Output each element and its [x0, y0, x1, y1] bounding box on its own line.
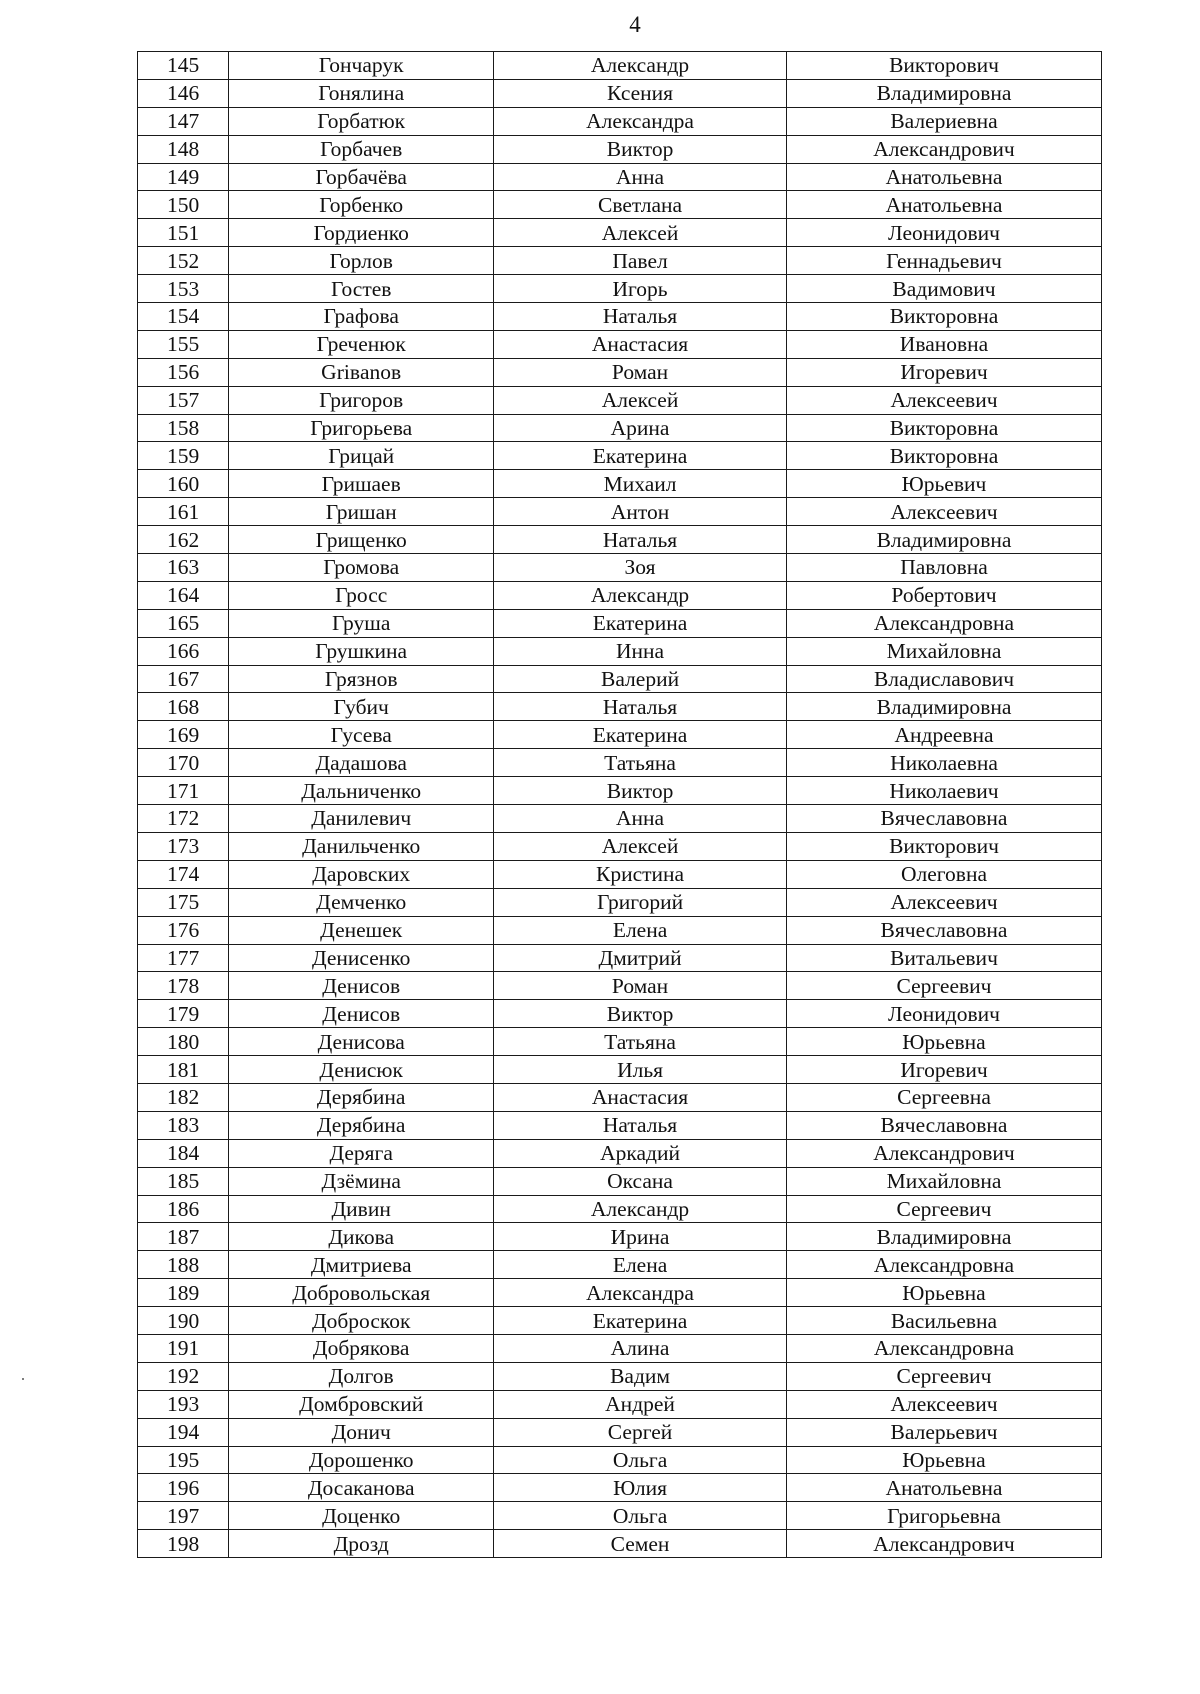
first-name-cell: Оксана — [494, 1167, 787, 1195]
row-number-cell: 152 — [138, 247, 229, 275]
table-row — [138, 1139, 1102, 1167]
first-name-cell: Наталья — [494, 526, 787, 554]
patronymic-cell: Алексеевич — [787, 386, 1102, 414]
patronymic-cell: Юрьевна — [787, 1028, 1102, 1056]
last-name-cell: Гришан — [229, 498, 494, 526]
patronymic-cell: Викторович — [787, 52, 1102, 80]
last-name-cell: Дзёмина — [229, 1167, 494, 1195]
first-name-cell: Ольга — [494, 1502, 787, 1530]
patronymic-cell: Алексеевич — [787, 888, 1102, 916]
first-name-cell: Михаил — [494, 470, 787, 498]
last-name-cell: Грицай — [229, 442, 494, 470]
last-name-cell: Гордиенко — [229, 219, 494, 247]
table-row — [138, 247, 1102, 275]
first-name-cell: Инна — [494, 637, 787, 665]
first-name-cell: Виктор — [494, 777, 787, 805]
table-row — [138, 79, 1102, 107]
last-name-cell: Громова — [229, 554, 494, 582]
last-name-cell: Денисова — [229, 1028, 494, 1056]
patronymic-cell: Анатольевна — [787, 191, 1102, 219]
row-number-cell: 180 — [138, 1028, 229, 1056]
last-name-cell: Данилевич — [229, 805, 494, 833]
first-name-cell: Елена — [494, 916, 787, 944]
last-name-cell: Гросс — [229, 581, 494, 609]
table-row — [138, 609, 1102, 637]
row-number-cell: 174 — [138, 860, 229, 888]
patronymic-cell: Леонидович — [787, 219, 1102, 247]
table-row — [138, 554, 1102, 582]
table-row — [138, 414, 1102, 442]
row-number-cell: 196 — [138, 1474, 229, 1502]
first-name-cell: Павел — [494, 247, 787, 275]
first-name-cell: Виктор — [494, 135, 787, 163]
row-number-cell: 147 — [138, 107, 229, 135]
first-name-cell: Семен — [494, 1530, 787, 1558]
last-name-cell: Дрозд — [229, 1530, 494, 1558]
table-row — [138, 1502, 1102, 1530]
table-row — [138, 916, 1102, 944]
patronymic-cell: Григорьевна — [787, 1502, 1102, 1530]
table-row — [138, 944, 1102, 972]
first-name-cell: Вадим — [494, 1362, 787, 1390]
row-number-cell: 166 — [138, 637, 229, 665]
row-number-cell: 168 — [138, 693, 229, 721]
patronymic-cell: Анатольевна — [787, 1474, 1102, 1502]
table-row — [138, 135, 1102, 163]
row-number-cell: 165 — [138, 609, 229, 637]
patronymic-cell: Александровна — [787, 1334, 1102, 1362]
row-number-cell: 191 — [138, 1334, 229, 1362]
table-row — [138, 1111, 1102, 1139]
last-name-cell: Гончарук — [229, 52, 494, 80]
first-name-cell: Сергей — [494, 1418, 787, 1446]
patronymic-cell: Игоревич — [787, 358, 1102, 386]
patronymic-cell: Михайловна — [787, 637, 1102, 665]
last-name-cell: Доброскок — [229, 1307, 494, 1335]
patronymic-cell: Юрьевич — [787, 470, 1102, 498]
patronymic-cell: Вадимович — [787, 275, 1102, 303]
patronymic-cell: Викторович — [787, 832, 1102, 860]
last-name-cell: Горлов — [229, 247, 494, 275]
row-number-cell: 176 — [138, 916, 229, 944]
table-row — [138, 581, 1102, 609]
table-row — [138, 1446, 1102, 1474]
table-row — [138, 163, 1102, 191]
patronymic-cell: Александровна — [787, 1251, 1102, 1279]
table-row — [138, 860, 1102, 888]
first-name-cell: Аркадий — [494, 1139, 787, 1167]
table-row — [138, 637, 1102, 665]
row-number-cell: 189 — [138, 1279, 229, 1307]
row-number-cell: 169 — [138, 721, 229, 749]
row-number-cell: 171 — [138, 777, 229, 805]
table-row — [138, 358, 1102, 386]
row-number-cell: 182 — [138, 1083, 229, 1111]
last-name-cell: Дмитриева — [229, 1251, 494, 1279]
row-number-cell: 153 — [138, 275, 229, 303]
row-number-cell: 159 — [138, 442, 229, 470]
patronymic-cell: Александровна — [787, 609, 1102, 637]
last-name-cell: Григорьева — [229, 414, 494, 442]
first-name-cell: Анна — [494, 805, 787, 833]
patronymic-cell: Юрьевна — [787, 1446, 1102, 1474]
first-name-cell: Илья — [494, 1056, 787, 1084]
table-row — [138, 219, 1102, 247]
last-name-cell: Гонялина — [229, 79, 494, 107]
first-name-cell: Алексей — [494, 386, 787, 414]
last-name-cell: Гостев — [229, 275, 494, 303]
last-name-cell: Доценко — [229, 1502, 494, 1530]
table-row — [138, 1251, 1102, 1279]
last-name-cell: Дерябина — [229, 1083, 494, 1111]
table-row — [138, 1028, 1102, 1056]
patronymic-cell: Сергеевна — [787, 1083, 1102, 1111]
table-row — [138, 275, 1102, 303]
last-name-cell: Григоров — [229, 386, 494, 414]
first-name-cell: Юлия — [494, 1474, 787, 1502]
patronymic-cell: Леонидович — [787, 1000, 1102, 1028]
patronymic-cell: Павловна — [787, 554, 1102, 582]
patronymic-cell: Олеговна — [787, 860, 1102, 888]
patronymic-cell: Викторовна — [787, 442, 1102, 470]
last-name-cell: Дикова — [229, 1223, 494, 1251]
patronymic-cell: Валериевна — [787, 107, 1102, 135]
last-name-cell: Греченюк — [229, 330, 494, 358]
last-name-cell: Деряга — [229, 1139, 494, 1167]
row-number-cell: 178 — [138, 972, 229, 1000]
table-row — [138, 191, 1102, 219]
first-name-cell: Кристина — [494, 860, 787, 888]
patronymic-cell: Николаевна — [787, 749, 1102, 777]
last-name-cell: Дорошенко — [229, 1446, 494, 1474]
last-name-cell: Добровольская — [229, 1279, 494, 1307]
table-row — [138, 665, 1102, 693]
last-name-cell: Дальниченко — [229, 777, 494, 805]
table-row — [138, 107, 1102, 135]
last-name-cell: Долгов — [229, 1362, 494, 1390]
last-name-cell: Домбровский — [229, 1390, 494, 1418]
last-name-cell: Грушкина — [229, 637, 494, 665]
first-name-cell: Александра — [494, 1279, 787, 1307]
row-number-cell: 149 — [138, 163, 229, 191]
patronymic-cell: Владимировна — [787, 79, 1102, 107]
row-number-cell: 157 — [138, 386, 229, 414]
first-name-cell: Валерий — [494, 665, 787, 693]
last-name-cell: Гусева — [229, 721, 494, 749]
patronymic-cell: Алексеевич — [787, 1390, 1102, 1418]
table-row — [138, 498, 1102, 526]
row-number-cell: 187 — [138, 1223, 229, 1251]
last-name-cell: Денисов — [229, 972, 494, 1000]
first-name-cell: Екатерина — [494, 442, 787, 470]
patronymic-cell: Александрович — [787, 1530, 1102, 1558]
last-name-cell: Даровских — [229, 860, 494, 888]
last-name-cell: Грязнов — [229, 665, 494, 693]
first-name-cell: Виктор — [494, 1000, 787, 1028]
row-number-cell: 155 — [138, 330, 229, 358]
patronymic-cell: Васильевна — [787, 1307, 1102, 1335]
last-name-cell: Горбачёва — [229, 163, 494, 191]
table-row — [138, 470, 1102, 498]
table-row — [138, 330, 1102, 358]
row-number-cell: 188 — [138, 1251, 229, 1279]
table-row — [138, 1390, 1102, 1418]
row-number-cell: 198 — [138, 1530, 229, 1558]
patronymic-cell: Александрович — [787, 135, 1102, 163]
table-row — [138, 1307, 1102, 1335]
first-name-cell: Екатерина — [494, 609, 787, 637]
last-name-cell: Донич — [229, 1418, 494, 1446]
table-row — [138, 888, 1102, 916]
first-name-cell: Ольга — [494, 1446, 787, 1474]
table-row — [138, 386, 1102, 414]
patronymic-cell: Вячеславовна — [787, 916, 1102, 944]
patronymic-cell: Валерьевич — [787, 1418, 1102, 1446]
first-name-cell: Анастасия — [494, 330, 787, 358]
last-name-cell: Демченко — [229, 888, 494, 916]
patronymic-cell: Алексеевич — [787, 498, 1102, 526]
first-name-cell: Арина — [494, 414, 787, 442]
first-name-cell: Светлана — [494, 191, 787, 219]
last-name-cell: Денисенко — [229, 944, 494, 972]
patronymic-cell: Геннадьевич — [787, 247, 1102, 275]
patronymic-cell: Робертович — [787, 581, 1102, 609]
row-number-cell: 179 — [138, 1000, 229, 1028]
last-name-cell: Гришаев — [229, 470, 494, 498]
table-row — [138, 749, 1102, 777]
patronymic-cell: Владимировна — [787, 526, 1102, 554]
row-number-cell: 172 — [138, 805, 229, 833]
table-row — [138, 1334, 1102, 1362]
patronymic-cell: Игоревич — [787, 1056, 1102, 1084]
row-number-cell: 154 — [138, 303, 229, 331]
first-name-cell: Анастасия — [494, 1083, 787, 1111]
patronymic-cell: Сергеевич — [787, 1195, 1102, 1223]
first-name-cell: Елена — [494, 1251, 787, 1279]
table-row — [138, 1167, 1102, 1195]
row-number-cell: 164 — [138, 581, 229, 609]
first-name-cell: Александр — [494, 581, 787, 609]
row-number-cell: 181 — [138, 1056, 229, 1084]
patronymic-cell: Вячеславовна — [787, 1111, 1102, 1139]
patronymic-cell: Викторовна — [787, 414, 1102, 442]
row-number-cell: 146 — [138, 79, 229, 107]
row-number-cell: 186 — [138, 1195, 229, 1223]
table-row — [138, 721, 1102, 749]
last-name-cell: Горбенко — [229, 191, 494, 219]
row-number-cell: 145 — [138, 52, 229, 80]
first-name-cell: Зоя — [494, 554, 787, 582]
last-name-cell: Губич — [229, 693, 494, 721]
row-number-cell: 195 — [138, 1446, 229, 1474]
roster-table-body — [138, 52, 1102, 1558]
last-name-cell: Денисюк — [229, 1056, 494, 1084]
row-number-cell: 156 — [138, 358, 229, 386]
table-row — [138, 1195, 1102, 1223]
last-name-cell: Денешек — [229, 916, 494, 944]
table-row — [138, 1083, 1102, 1111]
table-row — [138, 693, 1102, 721]
patronymic-cell: Александрович — [787, 1139, 1102, 1167]
row-number-cell: 184 — [138, 1139, 229, 1167]
row-number-cell: 163 — [138, 554, 229, 582]
first-name-cell: Роман — [494, 972, 787, 1000]
patronymic-cell: Михайловна — [787, 1167, 1102, 1195]
first-name-cell: Дмитрий — [494, 944, 787, 972]
row-number-cell: 193 — [138, 1390, 229, 1418]
last-name-cell: Горбачев — [229, 135, 494, 163]
last-name-cell: Горбатюк — [229, 107, 494, 135]
table-row — [138, 303, 1102, 331]
last-name-cell: Графова — [229, 303, 494, 331]
first-name-cell: Алексей — [494, 219, 787, 247]
table-row — [138, 1223, 1102, 1251]
first-name-cell: Александр — [494, 1195, 787, 1223]
table-row — [138, 442, 1102, 470]
patronymic-cell: Владимировна — [787, 1223, 1102, 1251]
row-number-cell: 161 — [138, 498, 229, 526]
row-number-cell: 192 — [138, 1362, 229, 1390]
first-name-cell: Татьяна — [494, 1028, 787, 1056]
first-name-cell: Наталья — [494, 693, 787, 721]
table-row — [138, 1279, 1102, 1307]
first-name-cell: Алина — [494, 1334, 787, 1362]
table-row — [138, 52, 1102, 80]
row-number-cell: 148 — [138, 135, 229, 163]
table-row — [138, 1000, 1102, 1028]
row-number-cell: 175 — [138, 888, 229, 916]
first-name-cell: Григорий — [494, 888, 787, 916]
last-name-cell: Дадашова — [229, 749, 494, 777]
patronymic-cell: Сергеевич — [787, 972, 1102, 1000]
first-name-cell: Антон — [494, 498, 787, 526]
first-name-cell: Наталья — [494, 1111, 787, 1139]
margin-speck — [22, 1378, 24, 1380]
first-name-cell: Игорь — [494, 275, 787, 303]
table-row — [138, 526, 1102, 554]
first-name-cell: Екатерина — [494, 1307, 787, 1335]
patronymic-cell: Анатольевна — [787, 163, 1102, 191]
patronymic-cell: Владиславович — [787, 665, 1102, 693]
table-row — [138, 1530, 1102, 1558]
first-name-cell: Татьяна — [494, 749, 787, 777]
table-row — [138, 1418, 1102, 1446]
patronymic-cell: Викторовна — [787, 303, 1102, 331]
last-name-cell: Денисов — [229, 1000, 494, 1028]
first-name-cell: Алексей — [494, 832, 787, 860]
patronymic-cell: Владимировна — [787, 693, 1102, 721]
patronymic-cell: Вячеславовна — [787, 805, 1102, 833]
last-name-cell: Дивин — [229, 1195, 494, 1223]
last-name-cell: Дерябина — [229, 1111, 494, 1139]
row-number-cell: 185 — [138, 1167, 229, 1195]
first-name-cell: Наталья — [494, 303, 787, 331]
first-name-cell: Александр — [494, 52, 787, 80]
first-name-cell: Ирина — [494, 1223, 787, 1251]
patronymic-cell: Андреевна — [787, 721, 1102, 749]
row-number-cell: 170 — [138, 749, 229, 777]
first-name-cell: Андрей — [494, 1390, 787, 1418]
last-name-cell: Груша — [229, 609, 494, 637]
row-number-cell: 183 — [138, 1111, 229, 1139]
table-row — [138, 1362, 1102, 1390]
row-number-cell: 160 — [138, 470, 229, 498]
patronymic-cell: Ивановна — [787, 330, 1102, 358]
table-row — [138, 805, 1102, 833]
row-number-cell: 151 — [138, 219, 229, 247]
row-number-cell: 197 — [138, 1502, 229, 1530]
first-name-cell: Александра — [494, 107, 787, 135]
table-row — [138, 972, 1102, 1000]
page-number: 4 — [629, 12, 641, 37]
last-name-cell: Добрякова — [229, 1334, 494, 1362]
row-number-cell: 158 — [138, 414, 229, 442]
patronymic-cell: Николаевич — [787, 777, 1102, 805]
row-number-cell: 194 — [138, 1418, 229, 1446]
row-number-cell: 177 — [138, 944, 229, 972]
row-number-cell: 173 — [138, 832, 229, 860]
last-name-cell: Грищенко — [229, 526, 494, 554]
last-name-cell: Griвanов — [229, 358, 494, 386]
last-name-cell: Данильченко — [229, 832, 494, 860]
row-number-cell: 162 — [138, 526, 229, 554]
table-row — [138, 832, 1102, 860]
patronymic-cell: Витальевич — [787, 944, 1102, 972]
row-number-cell: 150 — [138, 191, 229, 219]
table-row — [138, 777, 1102, 805]
table-row — [138, 1056, 1102, 1084]
first-name-cell: Екатерина — [494, 721, 787, 749]
row-number-cell: 167 — [138, 665, 229, 693]
first-name-cell: Анна — [494, 163, 787, 191]
patronymic-cell: Юрьевна — [787, 1279, 1102, 1307]
roster-table — [137, 51, 1102, 1558]
first-name-cell: Ксения — [494, 79, 787, 107]
table-row — [138, 1474, 1102, 1502]
last-name-cell: Досаканова — [229, 1474, 494, 1502]
first-name-cell: Роман — [494, 358, 787, 386]
patronymic-cell: Сергеевич — [787, 1362, 1102, 1390]
row-number-cell: 190 — [138, 1307, 229, 1335]
